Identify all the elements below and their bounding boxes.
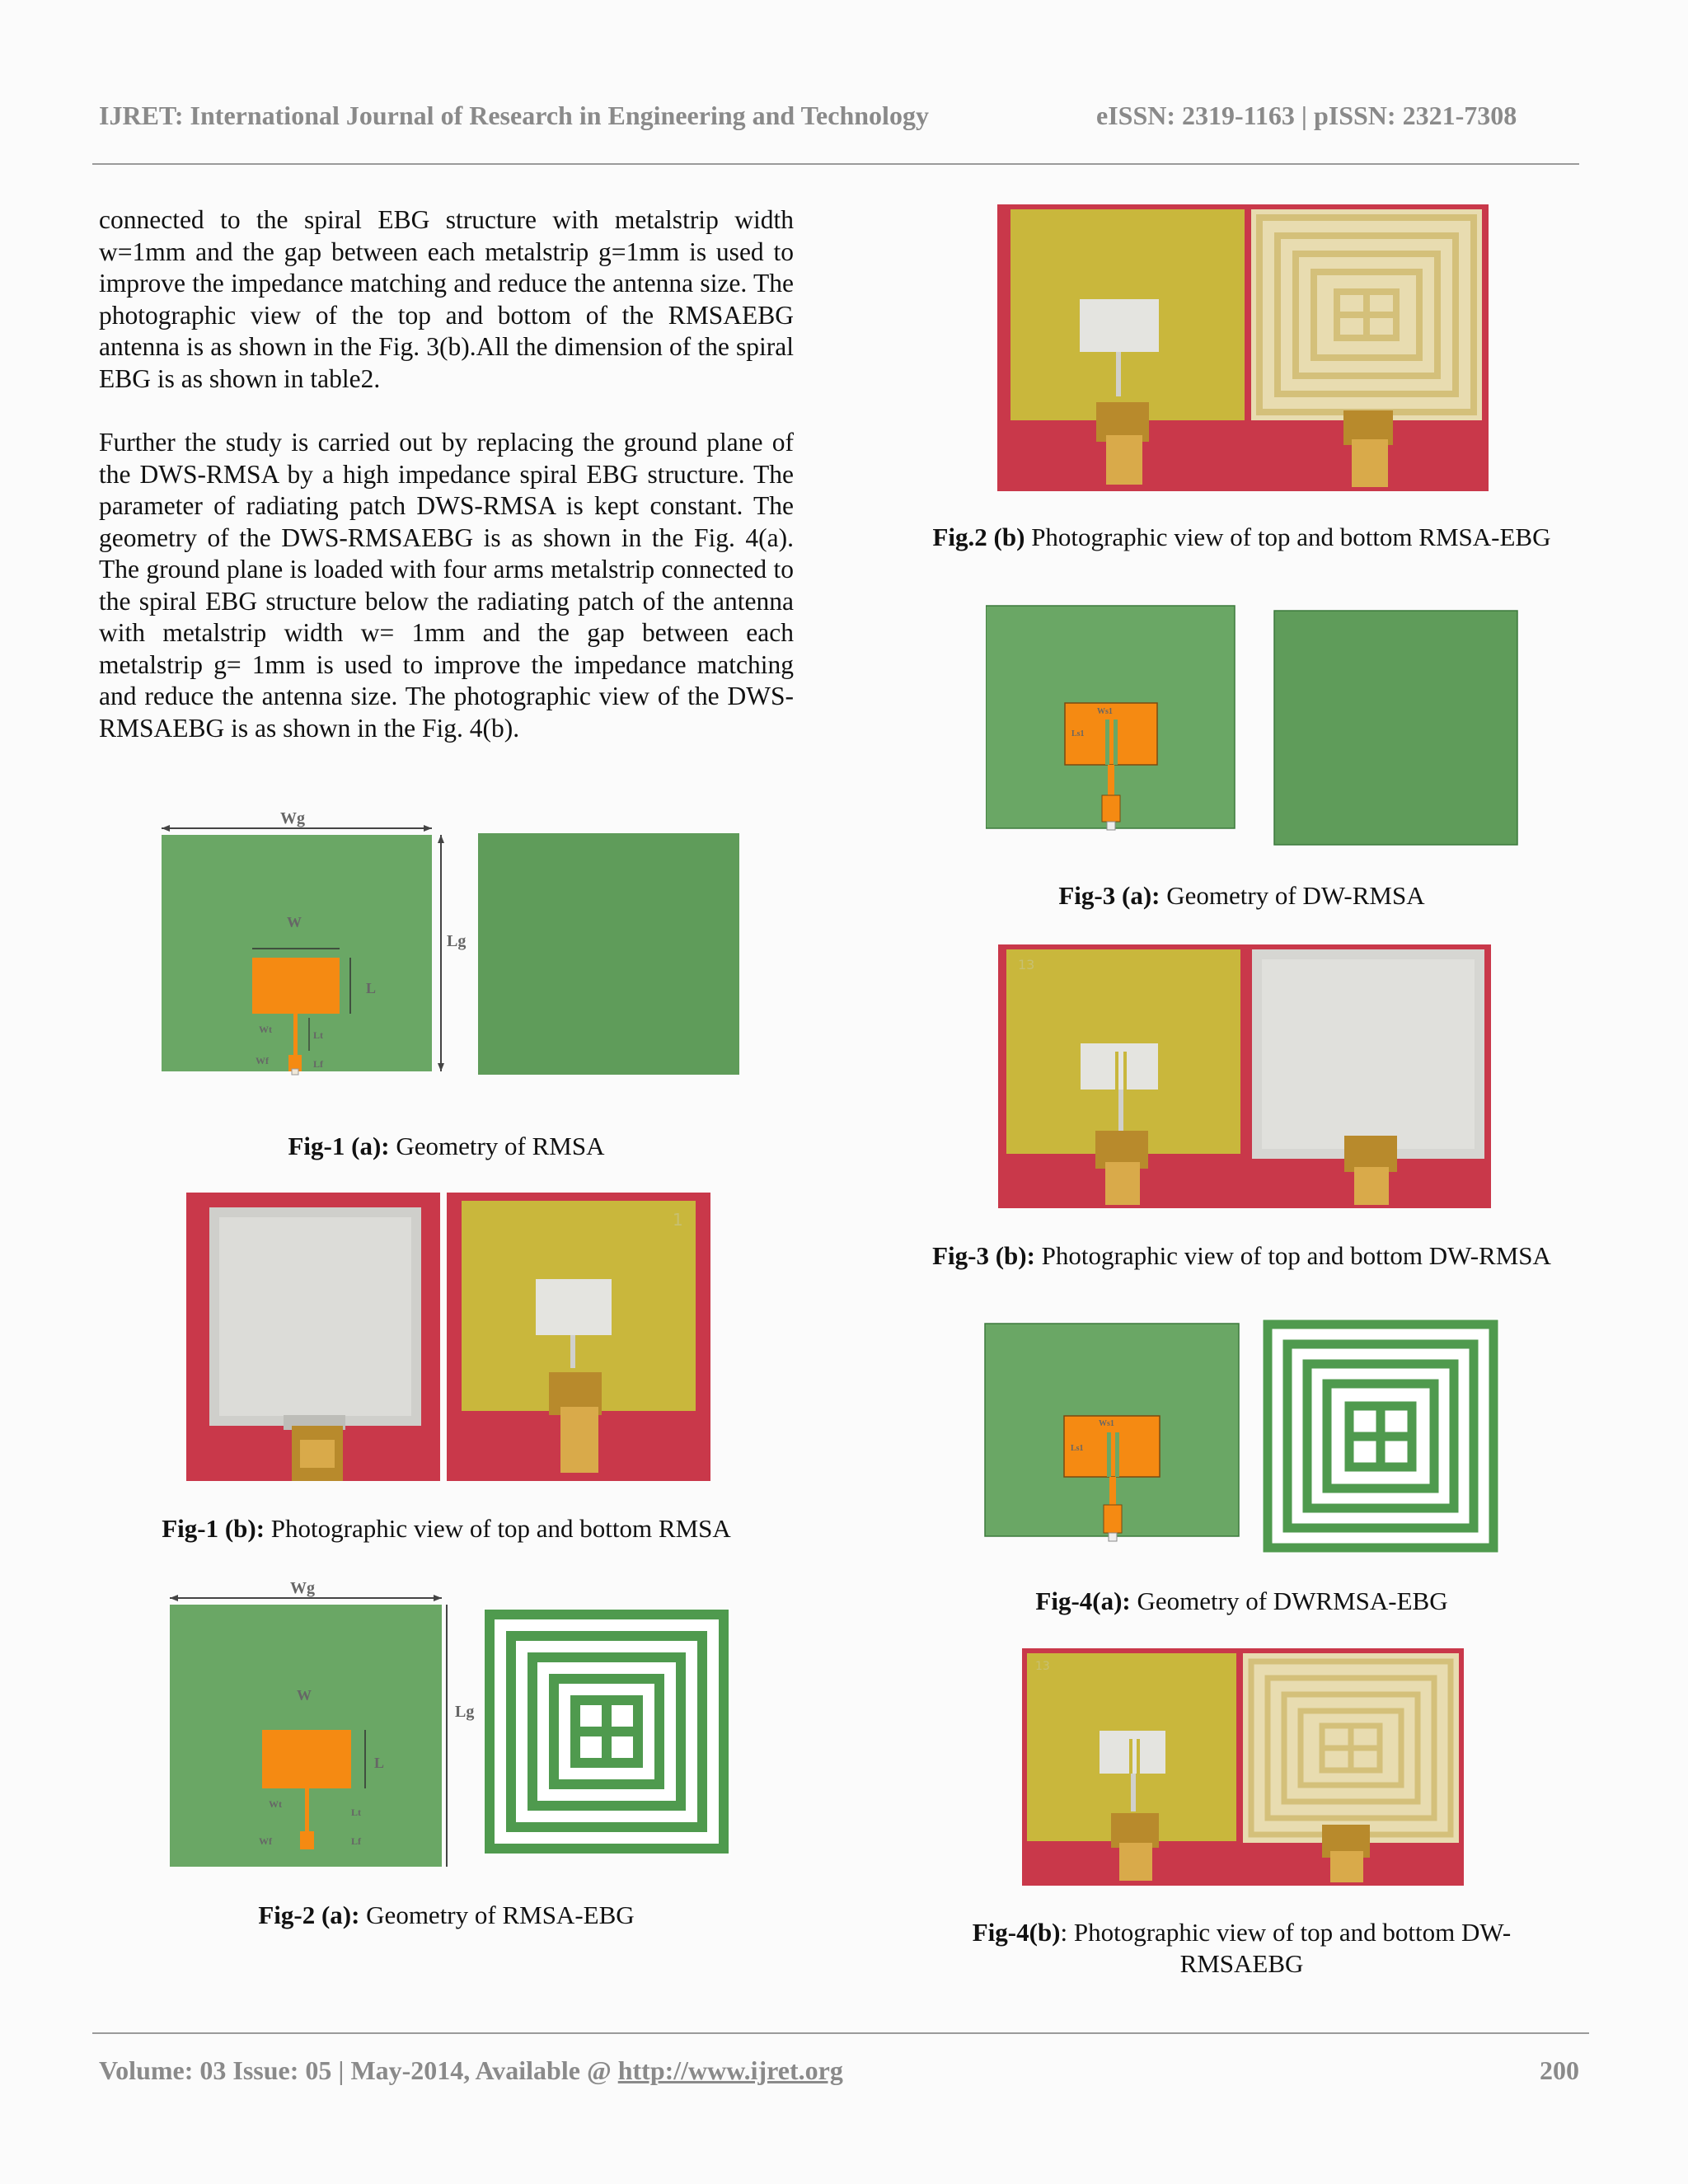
dim-ws1: Ws1	[1097, 707, 1113, 716]
page-number: 200	[1540, 2055, 1579, 2085]
caption-fig4a: Fig-4(a): Geometry of DWRMSA-EBG	[1035, 1586, 1448, 1615]
board-stamp: 1	[673, 1210, 683, 1230]
caption-fig4b: Fig-4(b): Photographic view of top and bottom DW-RMSAEBG	[972, 1918, 1512, 1978]
fig3b-photo	[998, 944, 1491, 1208]
dim-w: W	[297, 1687, 312, 1704]
fig4a-geometry	[983, 1319, 1503, 1556]
dim-wg: Wg	[280, 809, 305, 827]
dim-l: L	[366, 980, 377, 996]
dim-lt: Lt	[313, 1029, 323, 1041]
fig4b-photo	[1022, 1648, 1464, 1886]
dim-wf: Wf	[259, 1835, 272, 1847]
ground-plane-bottom	[1274, 611, 1517, 845]
dim-ls1: Ls1	[1071, 1444, 1084, 1453]
sma-connector-2	[1352, 439, 1388, 487]
sma-connector	[1106, 435, 1142, 485]
caption-fig1b: Fig-1 (b): Photographic view of top and bottom RMSA	[162, 1514, 731, 1543]
dim-lf: Lf	[313, 1058, 323, 1070]
feed-line	[300, 1831, 314, 1849]
ground-plane-bottom	[478, 833, 739, 1075]
sma-connector-2	[1354, 1167, 1389, 1205]
footer-rule	[92, 2032, 1589, 2034]
footer-url-link[interactable]: http://www.ijret.org	[617, 2055, 843, 2085]
caption-fig2b: Fig.2 (b) Photographic view of top and bottom RMSA-EBG	[932, 523, 1551, 551]
patch-photo	[536, 1279, 612, 1335]
caption-fig2a: Fig-2 (a): Geometry of RMSA-EBG	[258, 1900, 635, 1929]
inset-line	[293, 1014, 298, 1055]
patch-photo	[1081, 1043, 1158, 1090]
header-rule	[92, 163, 1579, 165]
footer-volume: Volume: 03 Issue: 05 | May-2014, Available @ http://www.ijret.org	[99, 2055, 843, 2085]
dim-wt: Wt	[259, 1024, 272, 1035]
dim-wg: Wg	[290, 1579, 315, 1597]
body-paragraph-2: Further the study is carried out by replacing the ground plane of the DWS-RMSA by a high impedance spiral EBG structure. The parameter of radiating patch DWS-RMSA is kept constant. The geometry of the DWS-RMSAEBG is as shown in the Fig. 4(a). The ground plane is loaded with four arms metalstrip connected to the spiral EBG structure below the radiating patch of the antenna with metalstrip width w= 1mm and the gap between each metalstrip g= 1mm is used to improve the impedance matching and reduce the antenna size. The photographic view of the DWS-RMSAEBG is as shown in the Fig. 4(b).	[99, 428, 794, 743]
body-paragraph-1: connected to the spiral EBG structure with metalstrip width w=1mm and the gap between each metalstrip g=1mm is used to improve the impedance matching and reduce the antenna size. The photographic view of the top and bottom of the RMSAEBG antenna is as shown in the Fig. 3(b).All the dimension of the spiral EBG is as shown in table2.	[99, 205, 794, 393]
radiating-patch	[252, 958, 340, 1014]
dim-wt: Wt	[269, 1798, 282, 1810]
dim-lg: Lg	[447, 932, 467, 950]
dim-ls1: Ls1	[1071, 729, 1085, 738]
dim-lf: Lf	[351, 1835, 361, 1847]
sma-connector-2	[560, 1407, 598, 1473]
caption-fig3a: Fig-3 (a): Geometry of DW-RMSA	[1058, 881, 1425, 910]
dim-w: W	[287, 914, 302, 930]
patch-photo	[1080, 299, 1159, 352]
dim-wf: Wf	[256, 1055, 269, 1066]
fig2b-photo	[997, 204, 1489, 491]
journal-title: IJRET: International Journal of Research in Engineering and Technology	[99, 101, 929, 130]
spiral-ebg-photo	[1251, 209, 1482, 420]
sma-connector-2	[1330, 1851, 1363, 1882]
inset-line	[305, 1788, 309, 1831]
dim-lt: Lt	[351, 1807, 361, 1818]
fig1a-geometry	[157, 804, 750, 1100]
sma-connector	[1119, 1843, 1152, 1881]
caption-fig3b: Fig-3 (b): Photographic view of top and bottom DW-RMSA	[932, 1241, 1551, 1270]
board-stamp: 13	[1018, 957, 1035, 972]
spiral-ebg-ground	[483, 1608, 730, 1855]
fig3a-geometry	[986, 604, 1522, 851]
issn-info: eISSN: 2319-1163 | pISSN: 2321-7308	[1096, 101, 1517, 130]
caption-fig1a: Fig-1 (a): Geometry of RMSA	[288, 1132, 605, 1160]
sma-connector	[1105, 1162, 1140, 1205]
fig1b-photo	[186, 1193, 710, 1481]
dim-l: L	[374, 1755, 385, 1771]
dim-ws1: Ws1	[1099, 1419, 1114, 1428]
spiral-ebg-ground	[1262, 1319, 1499, 1554]
fig2a-geometry	[165, 1577, 742, 1869]
board-stamp: 13	[1035, 1660, 1050, 1673]
dim-lg: Lg	[455, 1703, 475, 1721]
spiral-ebg-photo	[1243, 1653, 1459, 1843]
radiating-patch	[262, 1730, 351, 1788]
